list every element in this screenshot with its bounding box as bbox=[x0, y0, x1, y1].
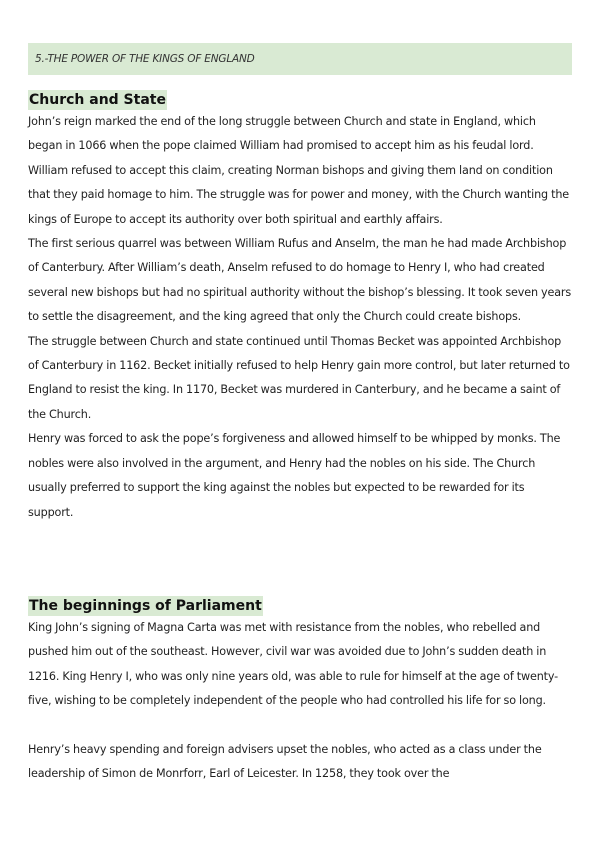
paragraph: The struggle between Church and state continued until Thomas Becket was appointed Archbishop of Canterbury in 1162. Becket initially refused to help Henry gain more control, but later returned to England to resist the king. In 1170, Becket was murdered in Canterbury, and he became a saint of the Church. bbox=[28, 334, 570, 421]
paragraph: Henry was forced to ask the pope’s forgiveness and allowed himself to be whipped by monks. The nobles were also involved in the argument, and Henry had the nobles on his side. The Church usually preferred to support the king against the nobles but expected to be rewarded for its support. bbox=[28, 432, 561, 519]
section-church-and-state bbox=[28, 89, 572, 525]
chapter-banner: 5.-THE POWER OF THE KINGS OF ENGLAND bbox=[28, 43, 572, 75]
paragraph-spacer bbox=[28, 714, 572, 738]
section-heading: Church and State bbox=[29, 92, 166, 108]
paragraph: John’s reign marked the end of the long struggle between Church and state in England, which began in 1066 when the pope claimed William had promised to accept him as his feudal lord. William refused to accept this claim, creating Norman bishops and giving them land on condition that they paid homage to him. The struggle was for power and money, with the Church wanting the kings of Europe to accept its authority over both spiritual and earthly affairs. bbox=[28, 115, 569, 226]
section-beginnings-of-parliament bbox=[28, 595, 572, 786]
section-heading: The beginnings of Parliament bbox=[29, 598, 262, 614]
paragraph: Henry’s heavy spending and foreign advisers upset the nobles, who acted as a class under the leadership of Simon de Monrforr, Earl of Leicester. In 1258, they took over the bbox=[28, 742, 542, 781]
paragraph: The first serious quarrel was between William Rufus and Anselm, the man he had made Archbishop of Canterbury. After William’s death, Anselm refused to do homage to Henry I, who had created several new bishops but had no spiritual authority without the bishop’s blessing. It took seven years to settle the disagreement, and the king agreed that only the Church could create bishops. bbox=[28, 237, 572, 324]
paragraph: King John’s signing of Magna Carta was met with resistance from the nobles, who rebelled and pushed him out of the southeast. However, civil war was avoided due to John’s sudden death in 1216. King Henry I, who was only nine years old, was able to rule for himself at the age of twenty-five, wishing to be completely independent of the people who had controlled his life for so long. bbox=[28, 621, 559, 708]
